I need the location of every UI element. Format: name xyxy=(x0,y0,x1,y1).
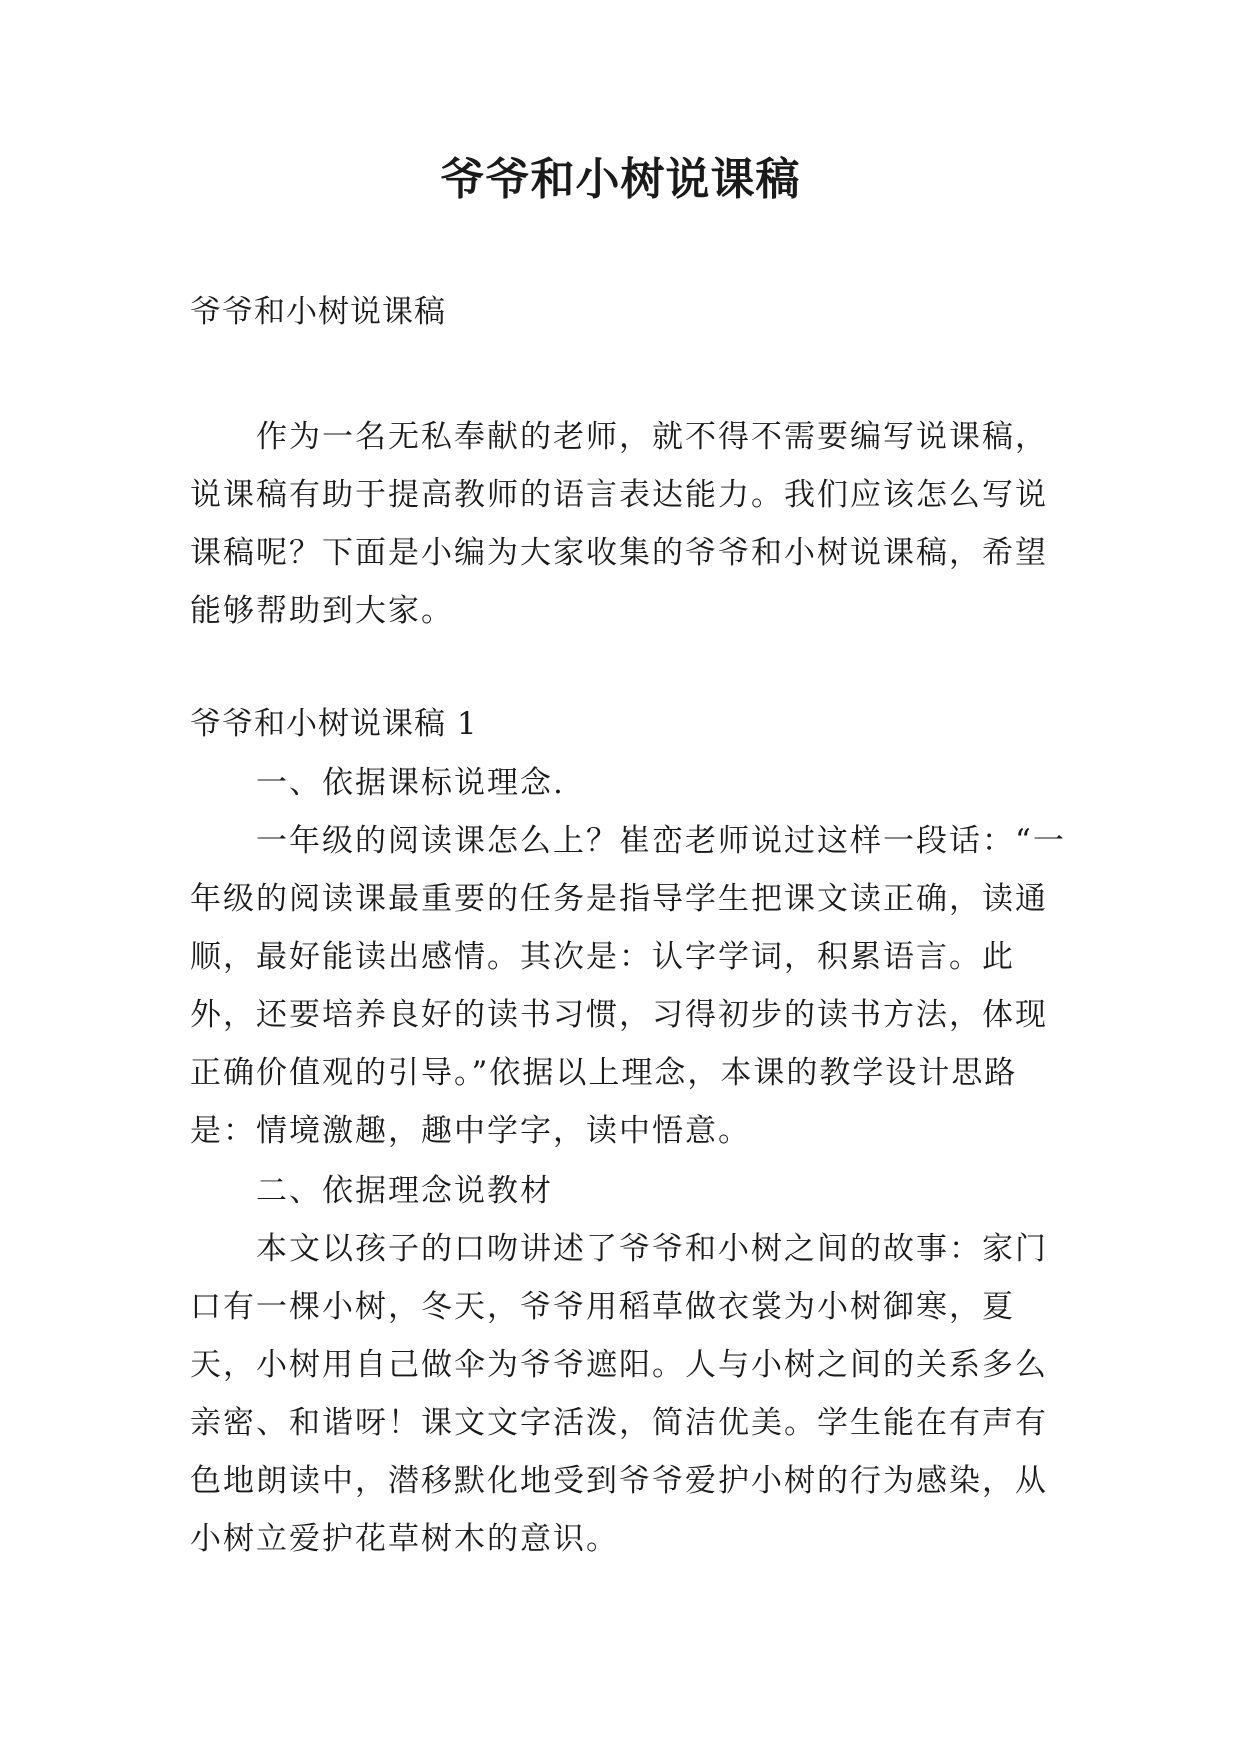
part1-heading: 一、依据课标说理念. xyxy=(256,765,565,801)
document-subtitle: 爷爷和小树说课稿 xyxy=(190,294,446,330)
part2-body-paragraph: 本文以孩子的口吻讲述了爷爷和小树之间的故事：家门口有一棵小树，冬天，爷爷用稻草做衣裳为小树御寒，夏天，小树用自己做伞为爷爷遮阳。人与小树之间的关系多么亲密、和谐呀！课文文字活泼，简洁优美。学生能在有声有色地朗读中，潜移默化地受到爷爷爱护小树的行为感染，从小树立爱护花草树木的意识。 xyxy=(190,1231,1048,1557)
section-heading-1: 爷爷和小树说课稿 1 xyxy=(190,706,478,742)
intro-paragraph: 作为一名无私奉献的老师，就不得不需要编写说课稿，说课稿有助于提高教师的语言表达能力。我们应该怎么写说课稿呢？下面是小编为大家收集的爷爷和小树说课稿，希望能够帮助到大家。 xyxy=(190,419,1048,629)
part1-body-paragraph: 一年级的阅读课怎么上？崔峦老师说过这样一段话：“一年级的阅读课最重要的任务是指导学生把课文读正确，读通顺，最好能读出感情。其次是：认字学词，积累语言。此外，还要培养良好的读书习惯，习得初步的读书方法，体现正确价值观的引导。”依据以上理念，本课的教学设计思路是：情境激趣，趣中学字，读中悟意。 xyxy=(190,823,1066,1149)
part2-heading: 二、依据理念说教材 xyxy=(256,1173,553,1209)
document-title: 爷爷和小树说课稿 xyxy=(440,154,801,205)
